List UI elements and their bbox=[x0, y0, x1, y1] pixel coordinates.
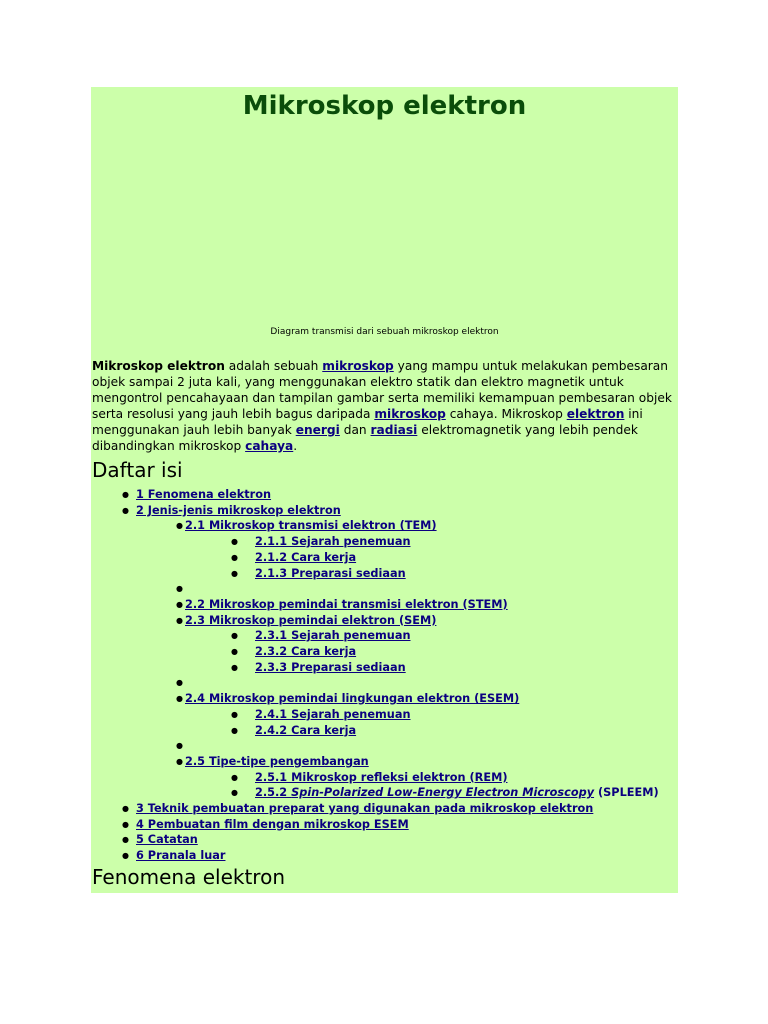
bullet-icon: ● bbox=[231, 647, 238, 656]
toc-item-5 bbox=[122, 832, 198, 848]
toc-item-4 bbox=[122, 817, 409, 833]
bullet-icon: ● bbox=[231, 552, 238, 562]
article-page bbox=[91, 87, 678, 893]
toc-link-5[interactable]: 5 Catatan bbox=[136, 833, 198, 847]
link-mikroskop-2[interactable]: mikroskop bbox=[374, 407, 446, 421]
link-cahaya[interactable]: cahaya bbox=[245, 439, 294, 453]
bullet-icon: ● bbox=[231, 568, 238, 578]
toc-item-2-4-2 bbox=[231, 723, 356, 739]
bullet-icon: ● bbox=[176, 694, 183, 704]
section-heading: Fenomena elektron bbox=[92, 865, 285, 889]
toc-link-3[interactable]: 3 Teknik pembuatan preparat yang digunakan pada mikroskop elektron bbox=[136, 802, 594, 815]
toc-item-2-1-2 bbox=[231, 550, 356, 566]
toc-link-2-2[interactable]: 2.2 Mikroskop pemindai transmisi elektron (STEM) bbox=[185, 597, 508, 611]
bullet-icon: ● bbox=[122, 505, 129, 515]
bullet-icon: ● bbox=[231, 709, 238, 719]
toc-item-2-4 bbox=[176, 691, 519, 707]
toc-link-2-1-3[interactable]: 2.1.3 Preparasi sediaan bbox=[255, 566, 406, 580]
toc-item-2-3 bbox=[176, 613, 436, 629]
toc-item-1 bbox=[122, 487, 271, 503]
bullet-icon: ● bbox=[122, 835, 129, 845]
toc-link-2-4[interactable]: 2.4 Mikroskop pemindai lingkungan elektron (ESEM) bbox=[185, 692, 520, 706]
bullet-icon: ● bbox=[231, 631, 238, 641]
bullet-icon: ● bbox=[122, 851, 129, 861]
bullet-icon: ● bbox=[231, 788, 238, 798]
bullet-icon: ● bbox=[176, 584, 183, 594]
bullet-icon: ● bbox=[176, 756, 183, 766]
toc-item-2-5-2: ● 2.5.2 Spin-Polarized Low-Energy Electron Microscopy (SPLEEM) bbox=[231, 786, 659, 800]
toc-link-2-3-2[interactable]: 2.3.2 Cara kerja bbox=[255, 645, 357, 658]
toc-link-2-5-2[interactable]: 2.5.2 Spin-Polarized Low-Energy Electron Microscopy bbox=[255, 786, 595, 800]
toc-link-6[interactable]: 6 Pranala luar bbox=[136, 849, 226, 863]
toc-item-2-1-3 bbox=[231, 566, 406, 582]
image-caption: Diagram transmisi dari sebuah mikroskop elektron bbox=[270, 327, 499, 337]
bullet-icon: ● bbox=[231, 772, 238, 782]
bullet-icon: ● bbox=[122, 819, 129, 829]
link-radiasi[interactable]: radiasi bbox=[370, 423, 418, 437]
toc-link-2[interactable]: 2 Jenis-jenis mikroskop elektron bbox=[136, 503, 341, 517]
toc-item-2-1-1 bbox=[231, 534, 411, 550]
bullet-icon: ● bbox=[122, 804, 129, 813]
toc-item-2-2 bbox=[176, 597, 508, 613]
toc-link-4[interactable]: 4 Pembuatan film dengan mikroskop ESEM bbox=[136, 817, 409, 831]
toc-link-2-3-1[interactable]: 2.3.1 Sejarah penemuan bbox=[255, 629, 411, 643]
toc-item-2-4-1 bbox=[231, 707, 411, 723]
bullet-icon: ● bbox=[231, 537, 238, 547]
toc-item-2-3-2 bbox=[231, 644, 356, 660]
toc-link-2-3-3[interactable]: 2.3.3 Preparasi sediaan bbox=[255, 660, 406, 674]
bullet-icon: ● bbox=[122, 490, 129, 499]
toc-link-2-4-2[interactable]: 2.4.2 Cara kerja bbox=[255, 723, 357, 737]
bullet-icon: ● bbox=[176, 678, 183, 688]
bullet-icon: ● bbox=[176, 615, 183, 625]
toc-item-empty bbox=[176, 738, 190, 754]
toc-item-6 bbox=[122, 848, 225, 864]
toc-item-2 bbox=[122, 503, 341, 519]
page-title: Mikroskop elektron bbox=[242, 91, 527, 121]
toc-item-empty bbox=[176, 675, 190, 691]
toc-item-2-5 bbox=[176, 754, 369, 770]
toc-item-2-3-1 bbox=[231, 628, 411, 644]
toc-item-3 bbox=[122, 801, 593, 817]
toc-item-2-1 bbox=[176, 518, 437, 534]
bullet-icon: ● bbox=[231, 662, 238, 672]
bullet-icon: ● bbox=[176, 741, 183, 751]
toc-link-2-1[interactable]: 2.1 Mikroskop transmisi elektron (TEM) bbox=[185, 519, 437, 533]
toc-link-1[interactable]: 1 Fenomena elektron bbox=[136, 488, 272, 501]
link-energi[interactable]: energi bbox=[295, 423, 340, 437]
bullet-icon: ● bbox=[176, 599, 183, 609]
toc-link-2-3[interactable]: 2.3 Mikroskop pemindai elektron (SEM) bbox=[185, 613, 437, 627]
toc-item-empty bbox=[176, 581, 190, 597]
toc-link-2-4-1[interactable]: 2.4.1 Sejarah penemuan bbox=[255, 707, 411, 721]
toc-item-2-5-1 bbox=[231, 770, 507, 786]
link-mikroskop[interactable]: mikroskop bbox=[322, 359, 394, 373]
bullet-icon: ● bbox=[231, 725, 238, 735]
toc-link-2-5[interactable]: 2.5 Tipe-tipe pengembangan bbox=[185, 754, 369, 768]
intro-bold-term: Mikroskop elektron bbox=[92, 359, 225, 373]
intro-paragraph: Mikroskop elektron adalah sebuah mikroskop yang mampu untuk melakukan pembesaran objek sampai 2 juta kali, yang menggunakan elektro statik dan elektro magnetik untuk mengontrol pencahayaan dan tampilan gambar serta memiliki kemampuan pembesaran objek serta resolusi yang jauh lebih bagus daripada mikroskop cahaya. Mikroskop elektron ini menggunakan jauh lebih banyak energi dan radiasi elektromagnetik yang lebih pendek dibandingkan mikroskop cahaya. bbox=[92, 359, 672, 453]
toc-link-2-5-1[interactable]: 2.5.1 Mikroskop refleksi elektron (REM) bbox=[255, 770, 508, 784]
toc-item-2-3-3 bbox=[231, 660, 406, 676]
toc-link-2-1-2[interactable]: 2.1.2 Cara kerja bbox=[255, 550, 357, 564]
toc-heading: Daftar isi bbox=[92, 458, 183, 482]
toc-link-2-1-1[interactable]: 2.1.1 Sejarah penemuan bbox=[255, 535, 411, 549]
link-elektron[interactable]: elektron bbox=[566, 407, 625, 421]
bullet-icon: ● bbox=[176, 521, 183, 531]
